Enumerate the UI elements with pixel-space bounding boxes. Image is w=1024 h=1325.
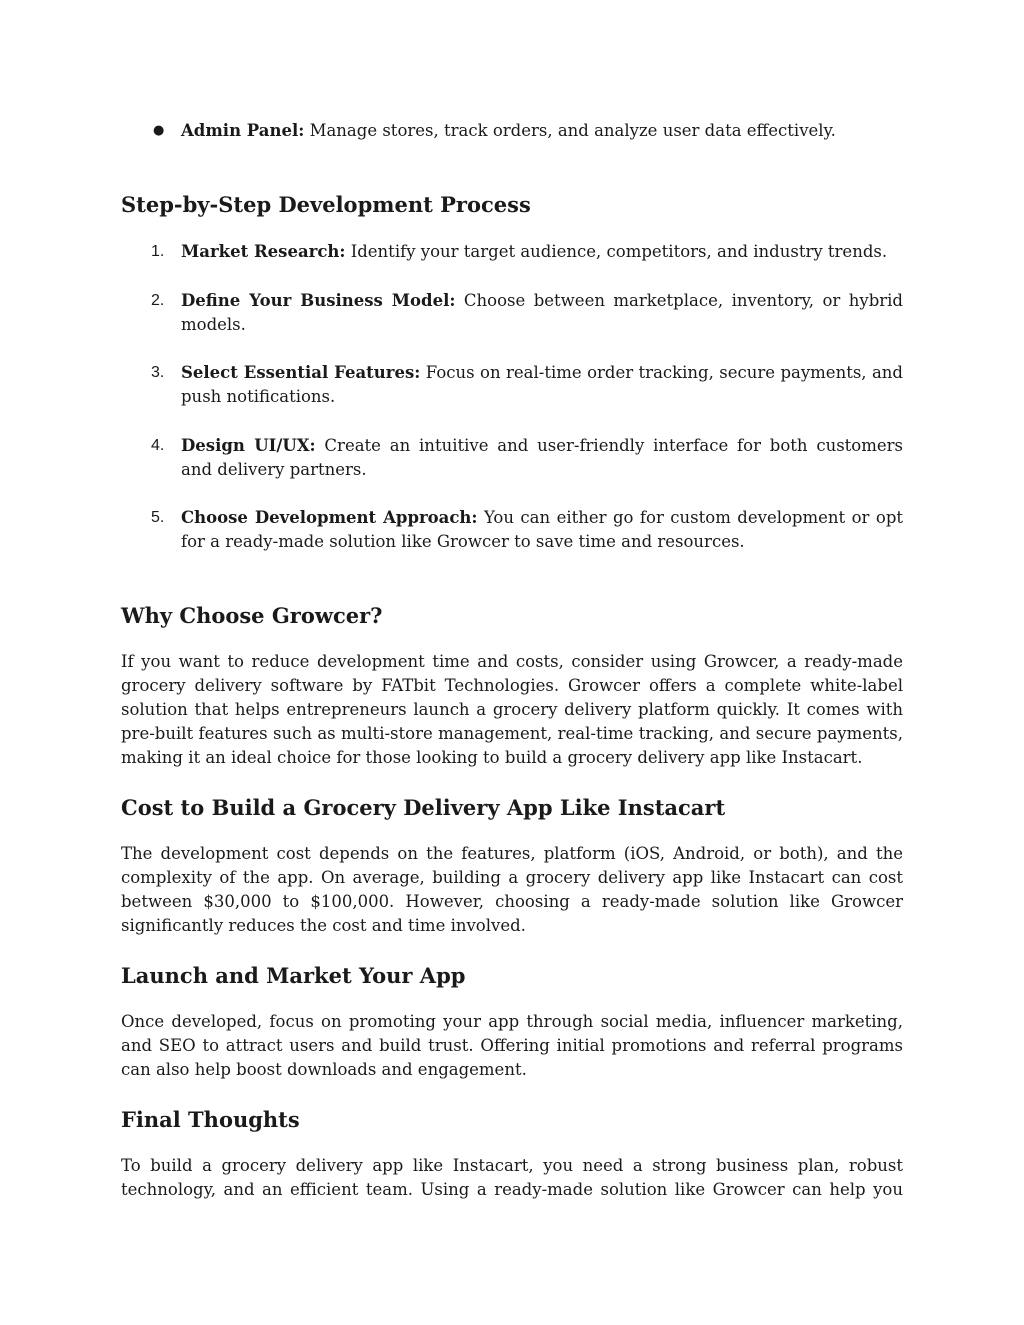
list-item-label: Market Research: bbox=[181, 242, 346, 261]
list-item-label: Define Your Business Model: bbox=[181, 291, 456, 310]
list-item-text: Choose between marketplace, inventory, or hybrid models. bbox=[181, 291, 903, 334]
list-item-text: You can either go for custom development or opt for a ready-made solution like Growcer to save time and resources. bbox=[181, 508, 904, 551]
section-heading-cost: Cost to Build a Grocery Delivery App Like Instacart bbox=[121, 795, 726, 820]
list-item-label: Choose Development Approach: bbox=[181, 508, 478, 527]
list-number: 5. bbox=[151, 509, 165, 526]
bullet-label: Admin Panel: bbox=[181, 121, 305, 140]
list-item-text: Focus on real-time order tracking, secure payments, and push notifications. bbox=[181, 363, 903, 406]
paragraph-why-growcer: If you want to reduce development time and costs, consider using Growcer, a ready-made grocery delivery software by FATbit Technologies. Growcer offers a complete white-label solution that helps entrepreneurs launch a grocery delivery platform quickly. It comes with pre-built features such as multi-store management, real-time tracking, and secure payments, making it an ideal choice for those looking to build a grocery delivery app like Instacart. bbox=[121, 652, 903, 767]
section-heading-steps: Step-by-Step Development Process bbox=[121, 192, 531, 217]
list-item-label: Select Essential Features: bbox=[181, 363, 421, 382]
list-number: 1. bbox=[151, 243, 165, 260]
section-heading-final-thoughts: Final Thoughts bbox=[121, 1107, 300, 1132]
bullet-text: Manage stores, track orders, and analyze user data effectively. bbox=[304, 121, 836, 140]
paragraph-launch: Once developed, focus on promoting your app through social media, influencer marketing, and SEO to attract users and build trust. Offering initial promotions and referral programs can also help boost downloads and engagement. bbox=[121, 1012, 903, 1079]
section-heading-why-growcer: Why Choose Growcer? bbox=[121, 603, 383, 628]
bullet-icon: ● bbox=[153, 123, 165, 138]
paragraph-final-thoughts: To build a grocery delivery app like Instacart, you need a strong business plan, robust technology, and an efficient team. Using a ready-made solution like Growcer can help you bbox=[121, 1156, 903, 1199]
list-number: 3. bbox=[151, 364, 165, 381]
list-item-text: Identify your target audience, competitors, and industry trends. bbox=[345, 242, 888, 261]
section-heading-launch: Launch and Market Your App bbox=[121, 963, 466, 988]
list-number: 4. bbox=[151, 437, 165, 454]
list-number: 2. bbox=[151, 292, 165, 309]
list-item-text: Create an intuitive and user-friendly interface for both customers and delivery partners. bbox=[181, 436, 903, 479]
paragraph-cost: The development cost depends on the features, platform (iOS, Android, or both), and the complexity of the app. On average, building a grocery delivery app like Instacart can cost between $30,000 to $100,000. However, choosing a ready-made solution like Growcer significantly reduces the cost and time involved. bbox=[121, 844, 903, 935]
list-item-label: Design UI/UX: bbox=[181, 436, 316, 455]
